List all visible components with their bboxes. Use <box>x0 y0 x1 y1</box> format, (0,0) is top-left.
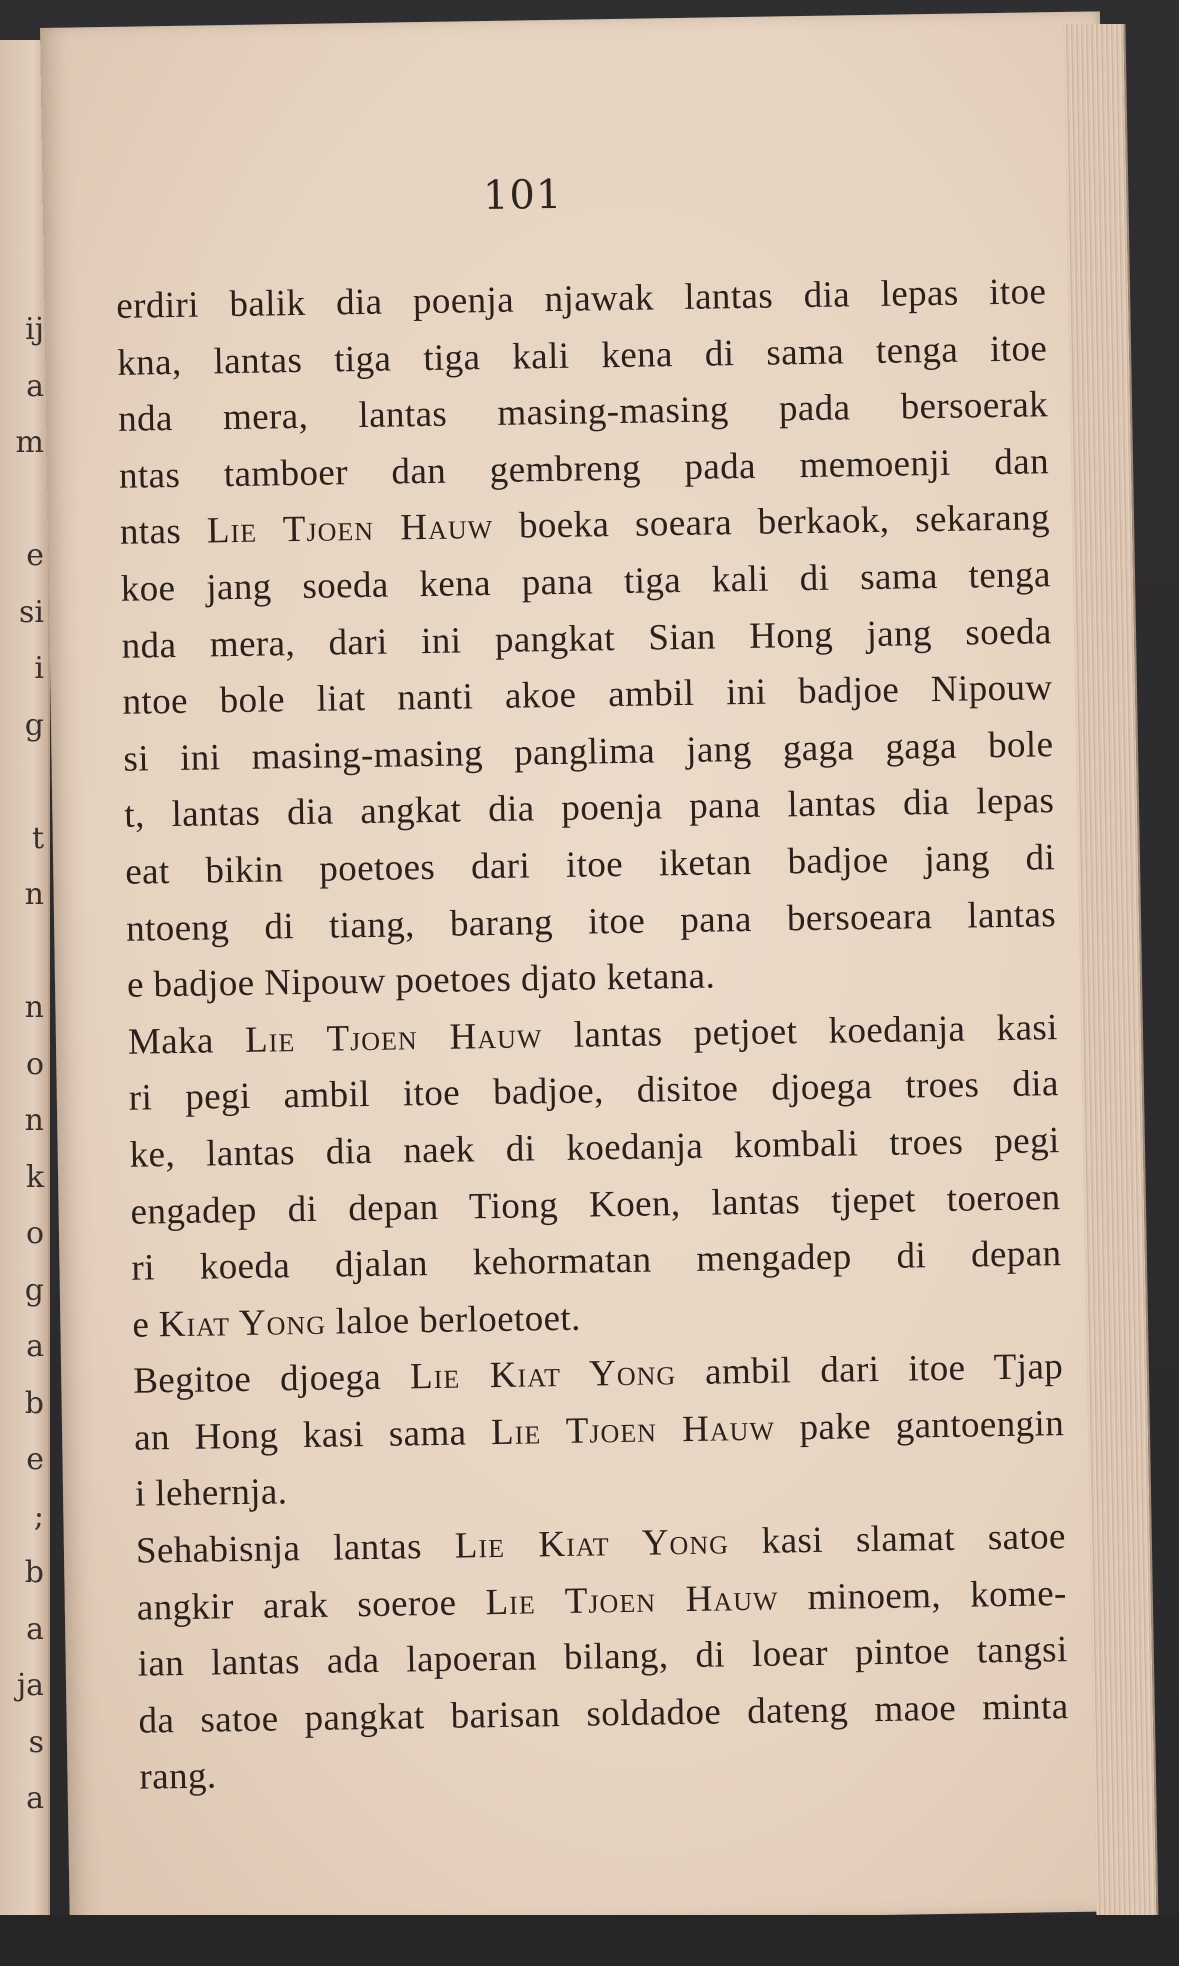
margin-fragment: k <box>25 1159 44 1195</box>
text-run: t, lantas dia angkat dia poenja pana lantas dia lepas <box>124 780 1055 837</box>
margin-fragment: b <box>24 1555 44 1590</box>
background-bottom <box>0 1915 1179 1966</box>
margin-fragment: ja <box>16 1668 44 1703</box>
text-run: boeka soeara berkaok, sekarang <box>492 497 1051 548</box>
text-run: ntoeng di tiang, barang itoe pana bersoeara lantas <box>125 893 1057 950</box>
margin-fragment: g <box>24 707 44 743</box>
text-run: si ini masing-masing panglima jang gaga gaga bole <box>123 723 1054 780</box>
text-run: angkir arak soeroe <box>136 1581 486 1629</box>
text-run: erdiri balik dia poenja njawak lantas dia lepas itoe <box>116 271 1047 327</box>
text-run: ri pegi ambil itoe badjoe, disitoe djoega troes dia <box>128 1063 1060 1120</box>
text-run: koe jang soeda kena pana tiga kali di sama tenga <box>120 554 1052 610</box>
text-run: ntas tamboer dan gembreng pada memoenji dan <box>118 440 1050 497</box>
margin-fragment: o <box>25 1046 44 1082</box>
margin-fragment: o <box>25 1216 44 1251</box>
margin-fragment <box>0 924 48 981</box>
text-run: Begitoe djoega <box>132 1356 411 1402</box>
text-run: nda mera, dari ini pangkat Sian Hong jang soeda <box>121 610 1052 667</box>
text-run: Maka <box>127 1019 246 1063</box>
page-body-text <box>116 264 1070 1806</box>
book-page <box>40 11 1130 1927</box>
text-run: laloe berloetoet. <box>325 1297 582 1343</box>
name-small-caps: Kiat Yong <box>158 1301 327 1345</box>
name-small-caps: Lie Tjoen Hauw <box>485 1577 779 1623</box>
text-run: da satoe pangkat barisan soldadoe dateng maoe minta <box>138 1685 1069 1742</box>
text-run: pake gantoengin <box>774 1402 1065 1449</box>
text-run: i lehernja. <box>134 1471 288 1516</box>
text-run: nda mera, lantas masing-masing pada bersoerak <box>117 384 1049 441</box>
margin-fragment: n <box>24 877 44 912</box>
margin-fragment: t <box>31 820 44 856</box>
margin-fragment: a <box>26 1781 44 1816</box>
text-run: Sehabisnja lantas <box>135 1525 456 1572</box>
text-run: ntas <box>119 510 208 554</box>
name-small-caps: Lie Kiat Yong <box>409 1352 677 1398</box>
text-run: an Hong kasi sama <box>133 1411 492 1459</box>
margin-fragment: si <box>19 594 44 630</box>
text-run: ian lantas ada lapoeran bilang, di loear pintoe tangsi <box>137 1629 1068 1685</box>
name-small-caps: Lie Kiat Yong <box>454 1521 730 1567</box>
margin-fragment: g <box>24 1272 44 1308</box>
margin-fragment: a <box>26 368 44 404</box>
margin-fragment: m <box>15 425 44 460</box>
text-run: kna, lantas tiga tiga kali kena di sama tenga itoe <box>116 327 1048 384</box>
text-run: e <box>132 1303 160 1346</box>
text-run: ri koeda djalan kehormatan mengadep di depan <box>131 1233 1062 1289</box>
text-run: rang. <box>139 1755 217 1799</box>
margin-fragment: a <box>26 1611 44 1647</box>
page-number: 101 <box>482 171 563 220</box>
text-run: minoem, kome- <box>778 1572 1068 1619</box>
previous-page-text-fragments <box>0 302 48 1828</box>
margin-fragment <box>0 754 48 811</box>
margin-fragment: ij <box>25 312 44 347</box>
name-small-caps: Lie Tjoen Hauw <box>244 1014 543 1061</box>
text-run: ntoe bole liat nanti akoe ambil ini badjoe Nipouw <box>122 667 1053 723</box>
margin-fragment: i <box>34 651 44 686</box>
name-small-caps: Lie Tjoen Hauw <box>490 1407 776 1453</box>
margin-fragment: n <box>24 1103 44 1138</box>
text-run: eat bikin poetoes dari itoe iketan badjoe jang di <box>124 837 1056 893</box>
text-run: ke, lantas dia naek di koedanja kombali troes pegi <box>129 1120 1060 1176</box>
text-run: kasi slamat satoe <box>728 1516 1067 1563</box>
text-run: ambil dari itoe Tjap <box>675 1346 1064 1394</box>
margin-fragment: a <box>26 1329 44 1364</box>
margin-fragment <box>0 472 48 529</box>
previous-page-edge <box>0 40 50 1940</box>
margin-fragment: e <box>26 538 44 573</box>
margin-fragment: ; <box>33 1498 44 1534</box>
margin-fragment: e <box>26 1442 44 1477</box>
text-run: e badjoe Nipouw poetoes djato ketana. <box>126 955 716 1006</box>
text-run: engadep di depan Tiong Koen, lantas tjepet toeroen <box>130 1176 1061 1233</box>
name-small-caps: Lie Tjoen Hauw <box>206 506 494 552</box>
margin-fragment: b <box>24 1385 44 1421</box>
margin-fragment: n <box>24 990 44 1025</box>
margin-fragment: s <box>28 1724 44 1760</box>
text-run: lantas petjoet koedanja kasi <box>542 1006 1059 1056</box>
